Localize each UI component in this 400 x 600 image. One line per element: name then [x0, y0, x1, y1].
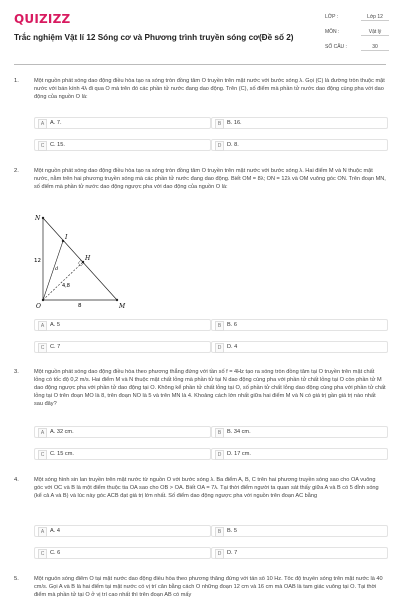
option-c[interactable]: [34, 448, 211, 460]
label-i: I: [65, 234, 68, 241]
label-on-length: 12: [34, 258, 41, 264]
question-number: 5.: [14, 576, 19, 582]
question-text: Một nguồn sóng điểm O tại mặt nước dao động điều hòa theo phương thẳng đứng với tần số 10 Hz. Tốc độ truyền sóng trên mặt nước là 40 cm/s. Gọi A và B là hai điểm tại mặt nước có vị trí cân bằng cách O những đoạn 12 cm và 16 cm mà OAB là tam giác vuông tại O. Tại thời điểm mà phần tử tại O ở vị trí cao nhất thì trên đoạn AB có mấy: [34, 576, 383, 598]
option-c[interactable]: [34, 139, 211, 151]
label-n: N: [35, 215, 41, 222]
option-letter: C: [38, 450, 47, 460]
option-a[interactable]: [34, 319, 211, 331]
subject-label: MÔN :: [325, 29, 340, 35]
question-number: 1.: [14, 78, 19, 84]
subject-row: [325, 29, 389, 36]
option-letter: D: [215, 450, 224, 460]
label-oh-length: 4,8: [62, 283, 70, 289]
question-text: Một nguồn phát sóng dao động điều hòa tạo ra sóng tròn đồng tâm O truyền trên mặt nước với bước sóng λ. Hai điểm M và N thuộc mặt nước, nằm trên hai phương truyền sóng mà các phần tử nước đang dao động. Biết OM = 8λ; ON = 12λ và OM vuông góc ON. Trên đoạn MN, số điểm mà phần tử nước dao động ngược pha với dao động của nguồn O là:: [34, 168, 386, 190]
label-o: O: [36, 303, 41, 310]
class-value: Lớp 12: [361, 14, 389, 21]
option-d[interactable]: [211, 341, 388, 353]
option-text: D. 17 cm.: [227, 451, 251, 457]
segment-oi: [43, 241, 63, 300]
option-b[interactable]: [211, 319, 388, 331]
header-divider: [14, 64, 386, 65]
option-letter: D: [215, 141, 224, 151]
option-text: B. 6: [227, 322, 237, 328]
quizizz-logo: QUIZIZZ: [14, 12, 71, 26]
option-text: D. 4: [227, 344, 238, 350]
question-text: Một sóng hình sin lan truyền trên mặt nước từ nguồn O với bước sóng λ. Ba điểm A, B, C trên hai phương truyền sóng sao cho OA vuông góc với OC và B là một điểm thuộc tia OA sao cho OB > OA. Biết OA = 7λ. Tại thời điểm người ta quan sát thấy giữa A và B có 5 đỉnh sóng (kể cả A và B) và lúc này góc ACB đạt giá trị lớn nhất. Số điểm dao động ngược pha với nguồn trên đoạn AC bằng: [34, 477, 379, 499]
option-letter: A: [38, 428, 47, 438]
option-c[interactable]: [34, 341, 211, 353]
question-number: 3.: [14, 369, 19, 375]
question-number: 2.: [14, 168, 19, 174]
option-b[interactable]: [211, 117, 388, 129]
class-label: LỚP :: [325, 14, 339, 20]
option-text: B. 16.: [227, 120, 242, 126]
point-i: [62, 240, 64, 242]
question-count-row: [325, 44, 389, 51]
option-text: A. 32 cm.: [50, 429, 74, 435]
option-a[interactable]: [34, 426, 211, 438]
option-b[interactable]: [211, 525, 388, 537]
question-number: 4.: [14, 477, 19, 483]
question-text: Một nguồn phát sóng dao động điều hòa theo phương thẳng đứng với tần số f = 4Hz tạo ra sóng tròn đồng tâm tại O truyền trên mặt chất lỏng có tốc độ 0,2 m/s. Hai điểm M và N thuộc mặt chất lỏng mà phần tử tại N dao động cùng pha với phần tử chất lỏng tại O còn phần tử M dao động ngược pha với phần tử dao động tại O. Không kể phần tử chất lỏng tại O, số phần tử chất lỏng dao động cùng pha với phần tử chất lỏng tại O trên đoạn MO là 8, trên đoạn NO là 5 và trên MN là 4. Khoảng cách lớn nhất giữa hai điểm M và N có giá trị gần giá trị nào nhất sau đây?: [34, 369, 386, 407]
option-text: A. 4: [50, 528, 60, 534]
option-text: D. 8.: [227, 142, 239, 148]
question-text: Một nguồn phát sóng dao động điều hòa tạo ra sóng tròn đồng tâm O truyền trên mặt nước với bước sóng λ. Gọi (C) là đường tròn thuộc mặt nước với bán kính 4λ đi qua O mà trên đó các phần tử nước đang dao động. Trên (C), số điểm mà phần tử nước dao động cùng pha với dao động của nguồn O là:: [34, 78, 385, 100]
option-text: C. 7: [50, 344, 61, 350]
option-d[interactable]: [211, 547, 388, 559]
option-text: C. 15.: [50, 142, 65, 148]
label-om-length: 8: [78, 303, 82, 309]
option-a[interactable]: [34, 525, 211, 537]
option-c[interactable]: [34, 547, 211, 559]
option-text: C. 6: [50, 550, 61, 556]
option-text: B. 5: [227, 528, 237, 534]
geometry-diagram: [34, 212, 154, 310]
point-n: [42, 217, 44, 219]
option-letter: D: [215, 343, 224, 353]
question-5: [14, 576, 386, 600]
option-d[interactable]: [211, 448, 388, 460]
option-letter: B: [215, 428, 224, 438]
option-b[interactable]: [211, 426, 388, 438]
question-count-value: 30: [361, 44, 389, 51]
point-o: [42, 299, 44, 301]
label-m: M: [119, 303, 126, 310]
point-h: [82, 261, 84, 263]
option-letter: B: [215, 321, 224, 331]
label-d: d: [55, 266, 59, 272]
worksheet-header: [0, 0, 400, 62]
option-letter: C: [38, 549, 47, 559]
question-count-label: SỐ CÂU :: [325, 44, 347, 50]
option-a[interactable]: [34, 117, 211, 129]
segment-oh: [43, 262, 83, 300]
option-letter: A: [38, 119, 47, 129]
option-text: A. 7.: [50, 120, 62, 126]
option-text: B. 34 cm.: [227, 429, 251, 435]
label-h: H: [85, 255, 91, 262]
worksheet-title: Trắc nghiệm Vật lí 12 Sóng cơ và Phương trình truyền sóng cơ(Đề số 2): [14, 33, 294, 42]
option-letter: C: [38, 343, 47, 353]
class-row: [325, 14, 389, 21]
option-letter: D: [215, 549, 224, 559]
option-letter: C: [38, 141, 47, 151]
option-text: C. 15 cm.: [50, 451, 74, 457]
option-letter: B: [215, 527, 224, 537]
option-letter: A: [38, 321, 47, 331]
option-letter: A: [38, 527, 47, 537]
option-d[interactable]: [211, 139, 388, 151]
subject-value: Vật lý: [361, 29, 389, 36]
segment-mn: [43, 218, 117, 300]
option-text: D. 7: [227, 550, 238, 556]
option-letter: B: [215, 119, 224, 129]
point-m: [116, 299, 118, 301]
option-text: A. 5: [50, 322, 60, 328]
